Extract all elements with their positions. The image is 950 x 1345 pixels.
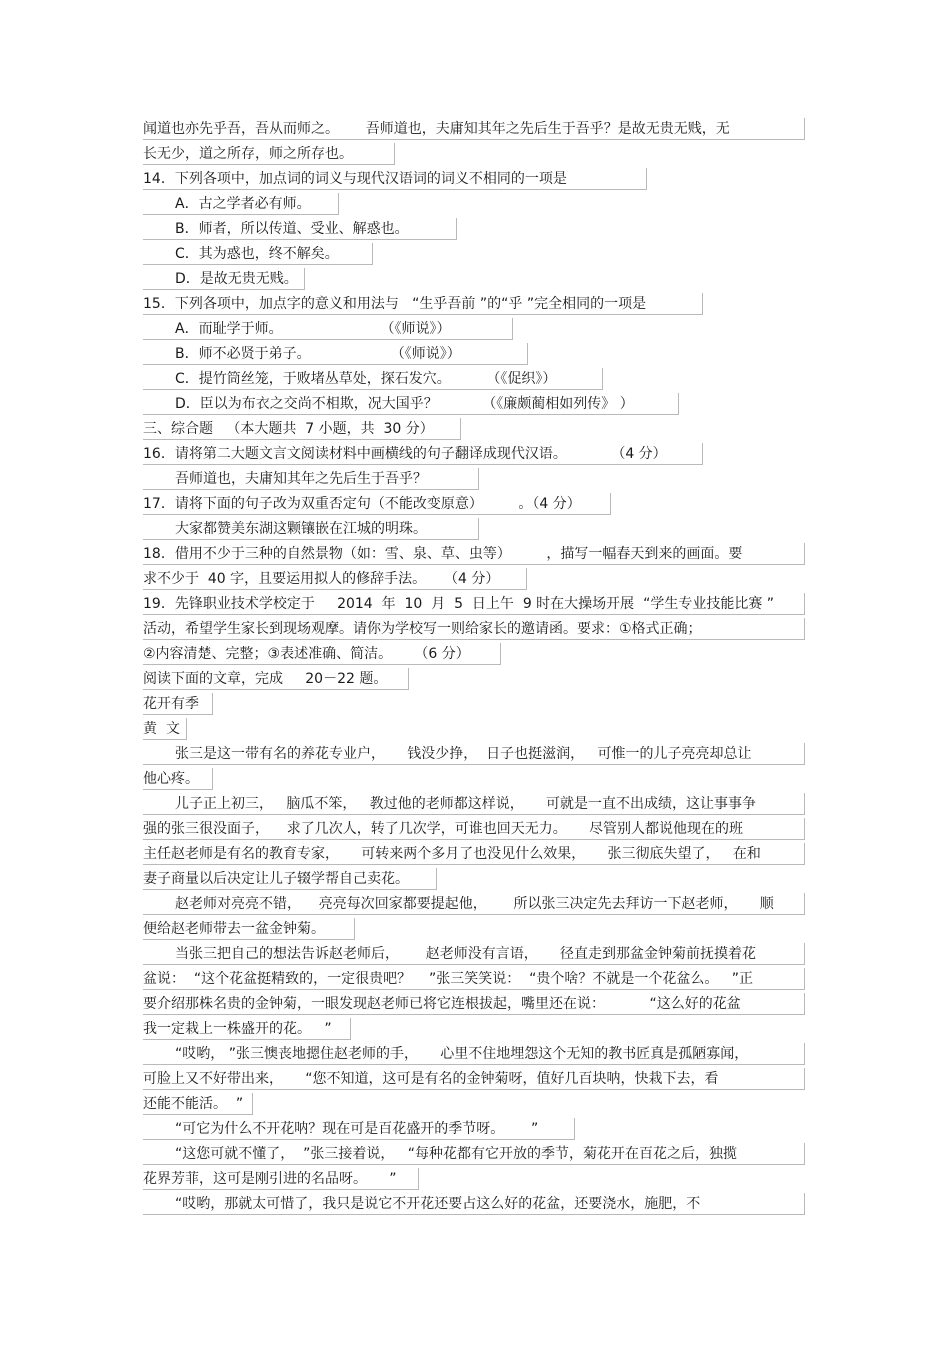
question-15: 15．下列各项中，加点字的意义和用法与 “生乎吾前 ”的“乎 ”完全相同的一项是 bbox=[143, 293, 703, 315]
paragraph-line: 盆说： “这个花盆挺精致的，一定很贵吧？ ”张三笑笑说： “贵个啥？不就是一个花盆么。 ”正 bbox=[143, 968, 805, 990]
paragraph-line: “哎哟， ”张三懊丧地摁住赵老师的手， 心里不住地埋怨这个无知的教书匠真是孤陋寡闻， bbox=[143, 1043, 805, 1065]
paragraph-line: 强的张三很没面子， 求了几次人，转了几次学，可谁也回天无力。 尽管别人都说他现在的班 bbox=[143, 818, 805, 840]
option-c: C．其为惑也，终不解矣。 bbox=[143, 243, 373, 265]
question-18: 18．借用不少于三种的自然景物（如：雪、泉、草、虫等） ，描写一幅春天到来的画面。要 bbox=[143, 543, 805, 565]
paragraph-line: 妻子商量以后决定让儿子辍学帮自己卖花。 bbox=[143, 868, 437, 890]
option-c: C．提竹筒丝笼，于败堵丛草处，探石发穴。 （《促织》） bbox=[143, 368, 603, 390]
option-a: A．而耻学于师。 （《师说》） bbox=[143, 318, 513, 340]
paragraph-line: 张三是这一带有名的养花专业户， 钱没少挣， 日子也挺滋润， 可惟一的儿子亮亮却总让 bbox=[143, 743, 805, 765]
reading-instruction: 阅读下面的文章，完成 20－22 题。 bbox=[143, 668, 409, 690]
text-line: 闻道也亦先乎吾，吾从而师之。 吾师道也，夫庸知其年之先后生于吾乎？是故无贵无贱，无 bbox=[143, 118, 805, 140]
sentence-to-translate: 吾师道也，夫庸知其年之先后生于吾乎？ bbox=[143, 468, 479, 490]
paragraph-line: 主任赵老师是有名的教育专家， 可转来两个多月了也没见什么效果， 张三彻底失望了， 在和 bbox=[143, 843, 805, 865]
option-b: B．师不必贤于弟子。 （《师说》） bbox=[143, 343, 528, 365]
paragraph-line: 他心疼。 bbox=[143, 768, 213, 790]
option-d: D．是故无贵无贱。 bbox=[143, 268, 305, 290]
question-16: 16．请将第二大题文言文阅读材料中画横线的句子翻译成现代汉语。 （4 分） bbox=[143, 443, 703, 465]
text-line: 长无少，道之所存，师之所存也。 bbox=[143, 143, 395, 165]
paragraph-line: 还能不能活。 ” bbox=[143, 1093, 253, 1115]
text-line: 活动，希望学生家长到现场观摩。请你为学校写一则给家长的邀请函。要求：①格式正确； bbox=[143, 618, 805, 640]
text-line: 求不少于 40 字，且要运用拟人的修辞手法。 （4 分） bbox=[143, 568, 527, 590]
sentence-to-rewrite: 大家都赞美东湖这颗镶嵌在江城的明珠。 bbox=[143, 518, 479, 540]
paragraph-line: “可它为什么不开花呐？现在可是百花盛开的季节呀。 ” bbox=[143, 1118, 575, 1140]
paragraph-line: 可脸上又不好带出来， “您不知道，这可是有名的金钟菊呀，值好几百块呐，快栽下去，看 bbox=[143, 1068, 805, 1090]
text-line: ②内容清楚、完整；③表述准确、简洁。 （6 分） bbox=[143, 643, 501, 665]
option-b: B．师者，所以传道、受业、解惑也。 bbox=[143, 218, 457, 240]
question-14: 14．下列各项中，加点词的词义与现代汉语词的词义不相同的一项是 bbox=[143, 168, 647, 190]
article-title: 花开有季 bbox=[143, 693, 213, 715]
option-d: D．臣以为布衣之交尚不相欺，况大国乎？ （《廉颇蔺相如列传》 ） bbox=[143, 393, 679, 415]
paragraph-line: 赵老师对亮亮不错， 亮亮每次回家都要提起他， 所以张三决定先去拜访一下赵老师， 顺 bbox=[143, 893, 805, 915]
paragraph-line: 花界芳菲，这可是刚引进的名品呀。 ” bbox=[143, 1168, 419, 1190]
question-17: 17．请将下面的句子改为双重否定句（不能改变原意） 。（4 分） bbox=[143, 493, 611, 515]
paragraph-line: 我一定栽上一株盛开的花。 ” bbox=[143, 1018, 351, 1040]
paragraph-line: “哎哟，那就太可惜了，我只是说它不开花还要占这么好的花盆，还要浇水，施肥，不 bbox=[143, 1193, 805, 1215]
question-19: 19．先锋职业技术学校定于 2014 年 10 月 5 日上午 9 时在大操场开展 “学生专业技能比赛 ” bbox=[143, 593, 805, 615]
paragraph-line: 儿子正上初三， 脑瓜不笨， 教过他的老师都这样说， 可就是一直不出成绩，这让事事争 bbox=[143, 793, 805, 815]
paragraph-line: 当张三把自己的想法告诉赵老师后， 赵老师没有言语， 径直走到那盆金钟菊前抚摸着花 bbox=[143, 943, 805, 965]
paragraph-line: 要介绍那株名贵的金钟菊，一眼发现赵老师已将它连根拔起，嘴里还在说： “这么好的花盆 bbox=[143, 993, 805, 1015]
option-a: A．古之学者必有师。 bbox=[143, 193, 339, 215]
paragraph-line: 便给赵老师带去一盆金钟菊。 bbox=[143, 918, 355, 940]
article-author: 黄 文 bbox=[143, 718, 187, 740]
paragraph-line: “这您可就不懂了， ”张三接着说， “每种花都有它开放的季节，菊花开在百花之后，独揽 bbox=[143, 1143, 805, 1165]
section-heading: 三、综合题 （本大题共 7 小题，共 30 分） bbox=[143, 418, 461, 440]
